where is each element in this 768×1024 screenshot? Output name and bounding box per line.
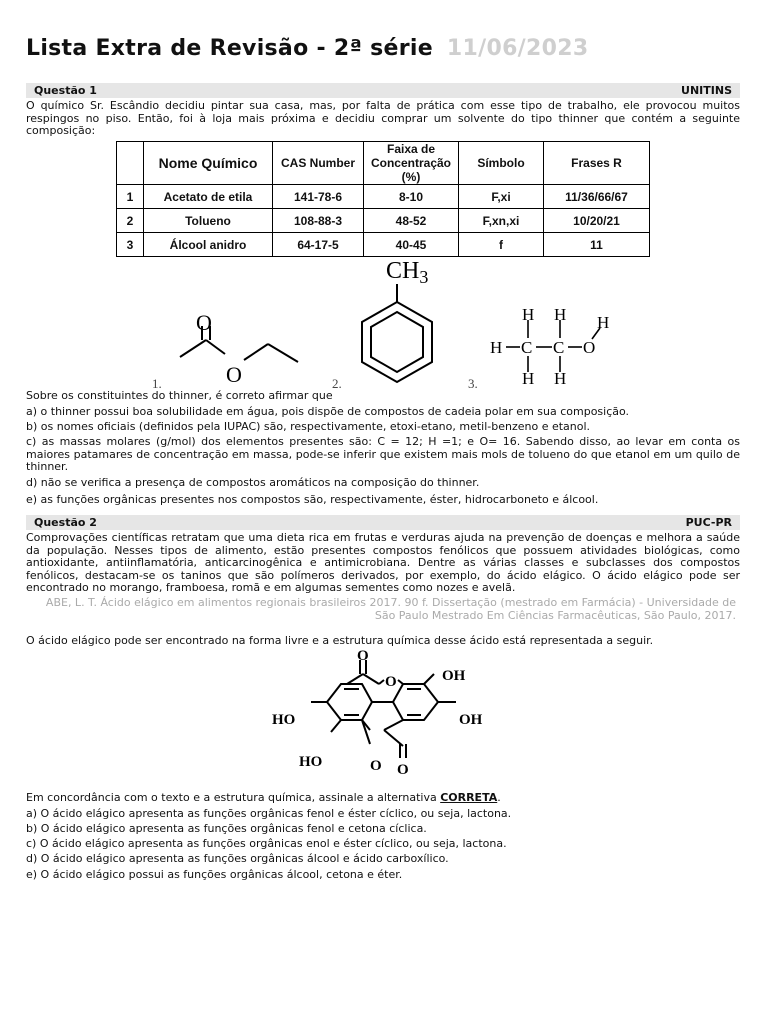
toluene-structure xyxy=(362,284,432,382)
table-cell: 141-78-6 xyxy=(273,185,364,209)
question-2-source: PUC-PR xyxy=(685,516,732,529)
table-cell: 11/36/66/67 xyxy=(544,185,650,209)
table-cell: 11 xyxy=(544,233,650,257)
table-cell: 1 xyxy=(117,185,144,209)
option-e[interactable]: e) O ácido elágico possui as funções orgânicas álcool, cetona e éter. xyxy=(26,868,403,881)
carbonyl-oxygen: O xyxy=(357,648,369,664)
structure-label-2: 2. xyxy=(332,376,342,391)
table-cell: Álcool anidro xyxy=(144,233,273,257)
title-date: 11/06/2023 xyxy=(446,36,589,61)
option-c[interactable]: c) as massas molares (g/mol) dos elementos presentes são: C = 12; H =1; e O= 16. Sabendo disso, ao levar em conta os maiores patamares de concentração em massa, pode-se inferir que existem mais mols de tolueno do que etanol em um quilo de thinner. xyxy=(26,435,740,473)
table-header-cell: CAS Number xyxy=(273,142,364,185)
table-cell: F,xi xyxy=(459,185,544,209)
atom-h: H xyxy=(554,369,567,388)
page-title xyxy=(26,36,588,61)
atom-h: H xyxy=(522,369,535,388)
hydroxyl-group: HO xyxy=(299,754,323,770)
table-cell: 8-10 xyxy=(364,185,459,209)
atom-h: H xyxy=(522,305,535,324)
table-cell: 64-17-5 xyxy=(273,233,364,257)
question-2-prompt xyxy=(26,792,740,805)
option-b[interactable]: b) os nomes oficiais (definidos pela IUPAC) são, respectivamente, etoxi-etano, metil-benzeno e etanol. xyxy=(26,420,591,433)
table-cell: Acetato de etila xyxy=(144,185,273,209)
option-a[interactable]: a) o thinner possui boa solubilidade em água, pois dispõe de compostos de cadeia polar em sua composição. xyxy=(26,405,630,418)
structure-label-1: 1. xyxy=(152,376,162,391)
table-row xyxy=(117,233,650,257)
question-1-label: Questão 1 xyxy=(34,84,97,97)
structure-label-3: 3. xyxy=(468,376,478,391)
question-1-header xyxy=(26,83,740,98)
atom-h: H xyxy=(597,313,610,332)
title-text: Lista Extra de Revisão - 2ª série xyxy=(26,36,433,61)
hydroxyl-group: OH xyxy=(442,668,466,684)
atom-h: H xyxy=(554,305,567,324)
prompt-end: . xyxy=(497,791,501,804)
question-2-intro: O ácido elágico pode ser encontrado na forma livre e a estrutura química desse ácido está representada a seguir. xyxy=(26,634,654,647)
table-cell: 48-52 xyxy=(364,209,459,233)
atom-o: O xyxy=(583,338,596,357)
option-c[interactable]: c) O ácido elágico apresenta as funções orgânicas enol e éster cíclico, ou seja, lactona. xyxy=(26,837,507,850)
prompt-emphasis: CORRETA xyxy=(440,791,498,804)
composition-table xyxy=(116,141,650,257)
table-header-cell xyxy=(117,142,144,185)
question-2-stem: Comprovações científicas retratam que uma dieta rica em frutas e verduras ajuda na prevenção de doenças e melhora a saúde da população. Nesses tipos de alimento, estão presentes compostos fenólicos que possuem atividades biológicas, como antioxidante, antiinflamatória, anticarcinogênica e antimicrobiana. Dentre as várias classes e subclasses dos compostos fenólicos, destacam-se os taninos que são polímeros derivados, por exemplo, do ácido elágico. O ácido elágico pode ser encontrado no morango, framboesa, romã e em algumas sementes como nozes e avelã. xyxy=(26,531,740,594)
table-cell: 40-45 xyxy=(364,233,459,257)
methyl-group-label: $CH_3$ xyxy=(386,258,429,287)
table-header-cell: Nome Químico xyxy=(144,142,273,185)
table-cell: 10/20/21 xyxy=(544,209,650,233)
option-a[interactable]: a) O ácido elágico apresenta as funções orgânicas fenol e éster cíclico, ou seja, lactona. xyxy=(26,807,512,820)
ester-carbonyl-o: O xyxy=(196,310,212,335)
option-d[interactable]: d) O ácido elágico apresenta as funções orgânicas álcool e ácido carboxílico. xyxy=(26,852,449,865)
table-cell: 2 xyxy=(117,209,144,233)
table-row xyxy=(117,185,650,209)
question-2-header xyxy=(26,515,740,530)
prompt-text: Em concordância com o texto e a estrutura química, assinale a alternativa xyxy=(26,791,441,804)
table-header-cell: Frases R xyxy=(544,142,650,185)
table-header-cell: Símbolo xyxy=(459,142,544,185)
table-cell: F,xn,xi xyxy=(459,209,544,233)
table-header-cell: Faixa de Concentração (%) xyxy=(364,142,459,185)
table-cell: f xyxy=(459,233,544,257)
carbonyl-oxygen: O xyxy=(397,762,409,776)
ring-oxygen: O xyxy=(385,674,397,690)
ring-oxygen: O xyxy=(370,758,382,774)
hydroxyl-group: HO xyxy=(272,712,296,728)
atom-c: C xyxy=(521,338,533,357)
table-cell: 108-88-3 xyxy=(273,209,364,233)
ellagic-acid-structure xyxy=(266,644,506,776)
thinner-structures-figure xyxy=(140,254,620,394)
question-1-source: UNITINS xyxy=(681,84,732,97)
option-d[interactable]: d) não se verifica a presença de compostos aromáticos na composição do thinner. xyxy=(26,476,480,489)
table-row xyxy=(117,209,650,233)
table-header-row xyxy=(117,142,650,185)
option-e[interactable]: e) as funções orgânicas presentes nos compostos são, respectivamente, éster, hidrocarboneto e álcool. xyxy=(26,493,599,506)
question-1-stem: O químico Sr. Escândio decidiu pintar sua casa, mas, por falta de prática com esse tipo de trabalho, ele provocou muitos respingos no piso. Então, foi à loja mais próxima e decidiu comprar um solvente do tipo thinner que contém a seguinte composição: xyxy=(26,99,740,137)
citation-reference: ABE, L. T. Ácido elágico em alimentos regionais brasileiros 2017. 90 f. Dissertação (mestrado em Farmácia) - Universidade de São Paulo Mestrado Em Ciências Farmacêuticas, São Paulo, 2017. xyxy=(45,596,736,622)
question-1-prompt: Sobre os constituintes do thinner, é correto afirmar que xyxy=(26,389,333,402)
option-b[interactable]: b) O ácido elágico apresenta as funções orgânicas fenol e cetona cíclica. xyxy=(26,822,427,835)
hydroxyl-group: OH xyxy=(459,712,483,728)
table-cell: 3 xyxy=(117,233,144,257)
table-cell: Tolueno xyxy=(144,209,273,233)
question-2-label: Questão 2 xyxy=(34,516,97,529)
atom-c: C xyxy=(553,338,565,357)
ester-ether-o: O xyxy=(226,362,242,387)
atom-h: H xyxy=(490,338,503,357)
